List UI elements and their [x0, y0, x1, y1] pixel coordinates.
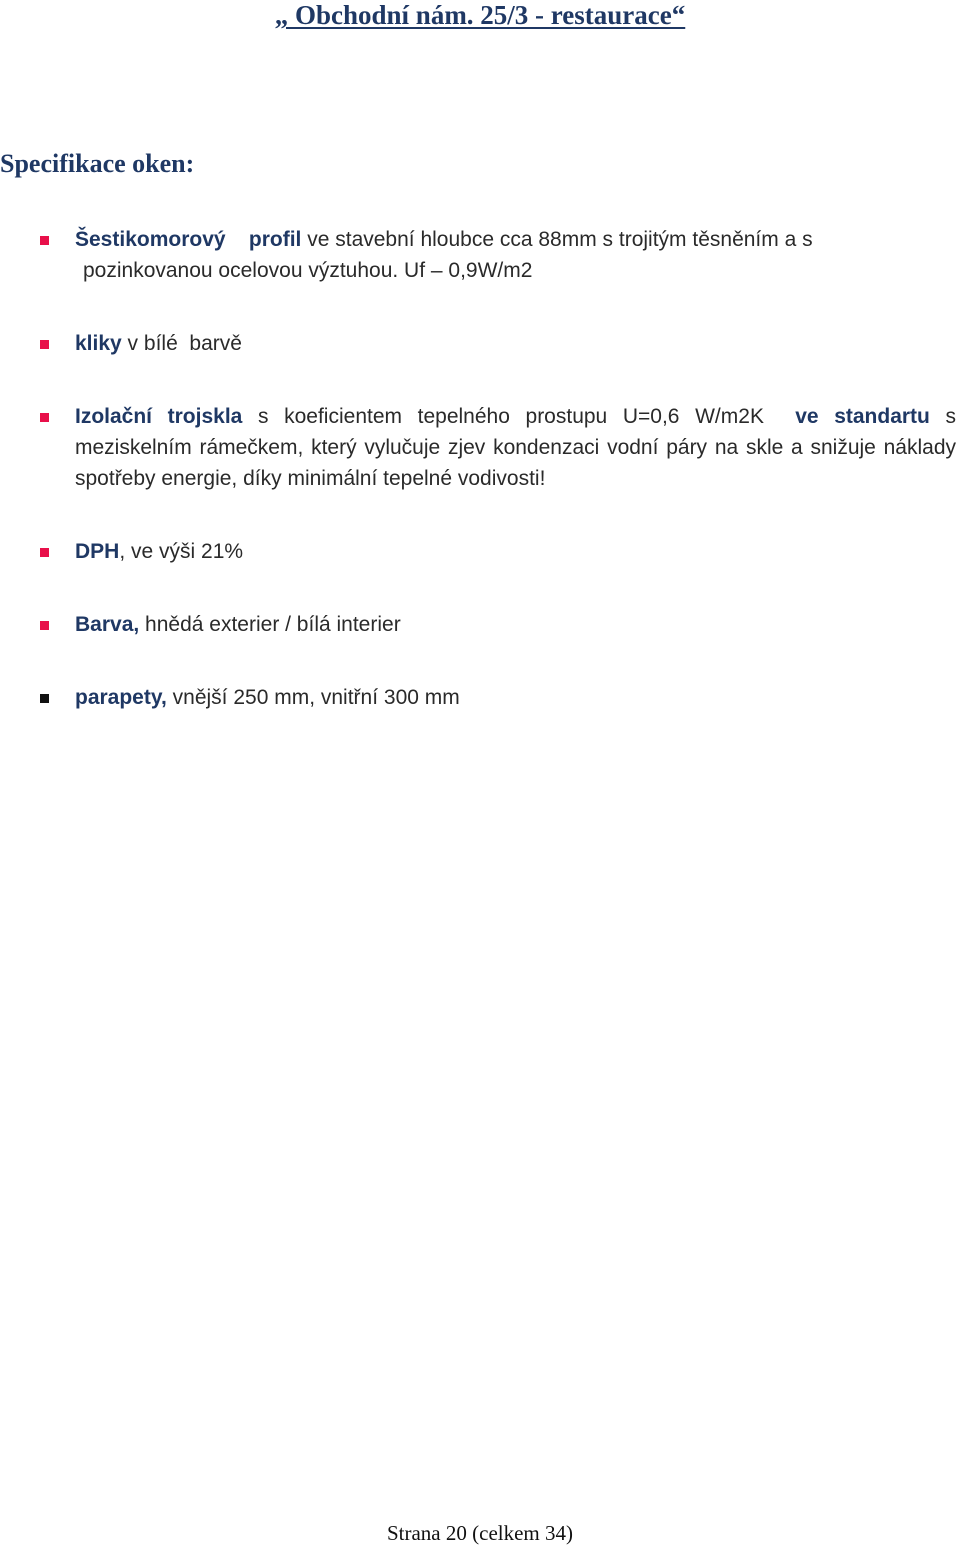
- square-bullet-icon: [40, 413, 49, 422]
- spec-keyword: parapety,: [75, 686, 167, 709]
- spec-keyword: DPH: [75, 540, 120, 563]
- spec-keyword: kliky: [75, 332, 122, 355]
- spec-keyword: Šestikomorový profil: [75, 228, 302, 251]
- spec-item-text: [75, 682, 956, 713]
- page-footer: Strana 20 (celkem 34): [386, 1521, 574, 1545]
- section-heading: Specifikace oken:: [0, 149, 195, 178]
- spec-keyword-standard: ve standartu: [795, 405, 930, 428]
- spec-description-continued: s meziskelním rámečkem, který vylučuje zjev kondenzaci vodní páry na skle a snižuje náklady spotřeby energie, díky minimální tepelné vodivosti!: [75, 405, 957, 490]
- square-bullet-icon: [40, 548, 49, 557]
- spec-description: vnější 250 mm, vnitřní 300 mm: [166, 686, 460, 709]
- page-title: „ Obchodní nám. 25/3 - restaurace“: [274, 0, 686, 30]
- spec-line-2: pozinkovanou ocelovou výztuhou. Uf – 0,9W/m2: [83, 259, 533, 282]
- square-bullet-icon: [40, 340, 49, 349]
- square-bullet-icon: [40, 621, 49, 630]
- spec-description: hnědá exterier / bílá interier: [139, 613, 401, 636]
- square-bullet-icon: [40, 236, 49, 245]
- spec-item-text: [75, 401, 956, 494]
- spec-item-text: [75, 328, 956, 359]
- spec-description: ve stavební hloubce cca 88mm s trojitým těsněním a s: [301, 228, 813, 251]
- spec-line-1: [75, 224, 956, 255]
- spec-item-text: [75, 609, 956, 640]
- square-bullet-icon: [40, 694, 49, 703]
- spec-description: s koeficientem tepelného prostupu U=0,6 W/m2K: [242, 405, 796, 428]
- spec-description: v bílé barvě: [121, 332, 242, 355]
- spec-description: , ve výši 21%: [119, 540, 244, 563]
- spec-keyword: Barva,: [75, 613, 140, 636]
- spec-item-text: [75, 536, 956, 567]
- spec-keyword: Izolační trojskla: [75, 405, 243, 428]
- spec-item-text: [75, 224, 956, 286]
